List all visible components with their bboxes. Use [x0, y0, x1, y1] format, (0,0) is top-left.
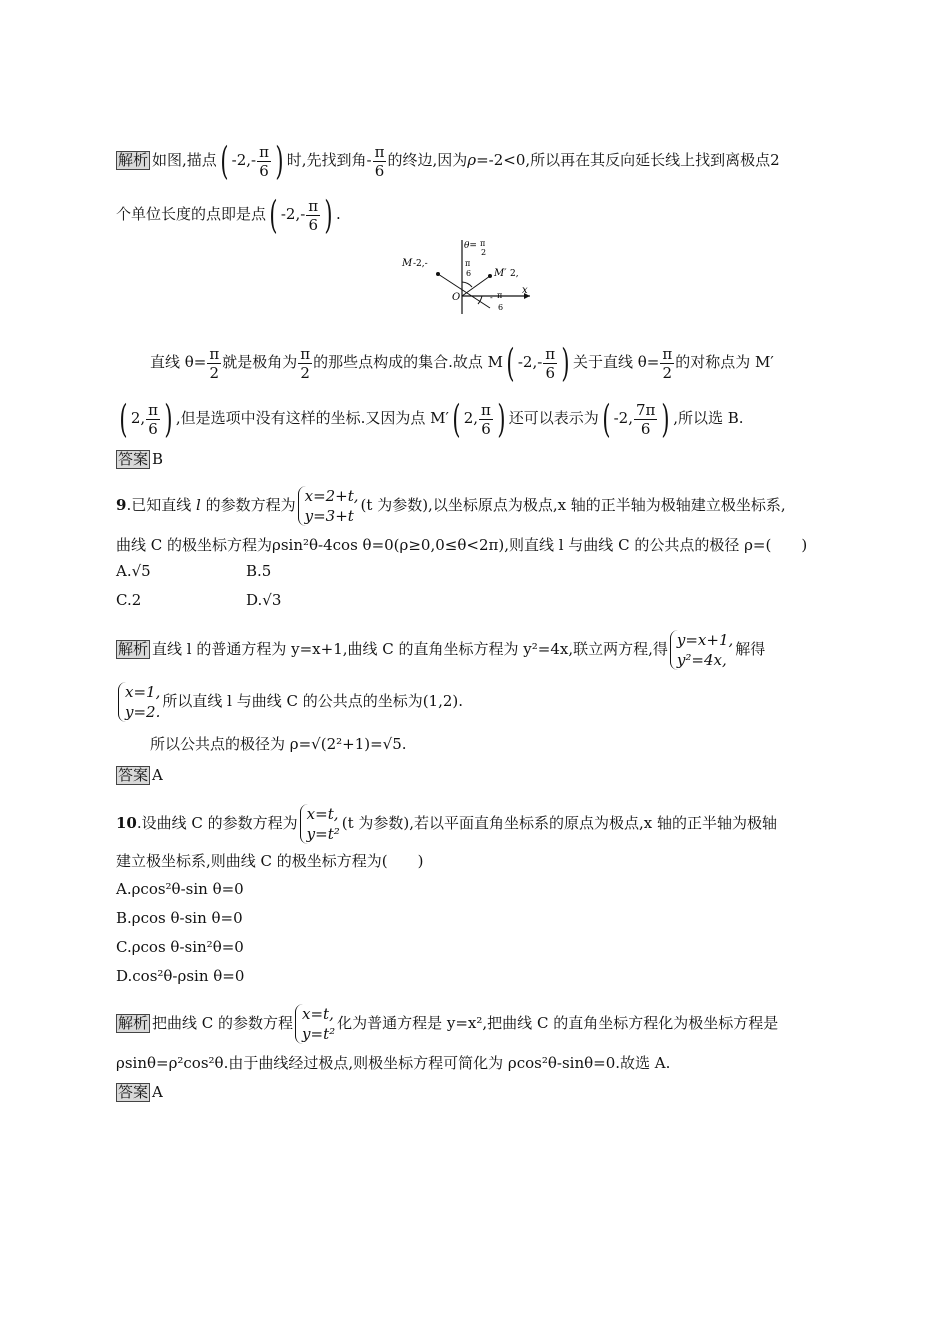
point-M-prime [488, 274, 492, 278]
svg-text:M: M [402, 258, 413, 269]
option-C: C.ρcos θ-sin²θ=0 [116, 938, 244, 956]
analysis-paragraph-1: 解析 如图,描点( -2,- $\frac{\pi}{6}$ ) 时,先找到角- $\frac{\pi}{6}$ 的终边,因为ρ=-2<0,所以再在其反向延长线上找到离极点2 [118, 139, 780, 183]
analysis-9-cont: x=1, y=2. 所以直线 l 与曲线 C 的公共点的坐标为(1,2). [116, 682, 463, 722]
option-D: D.cos²θ-ρsin θ=0 [116, 967, 245, 985]
option-A: A.√5 [116, 562, 151, 580]
question-10: 10.设曲线 C 的参数方程为 x=t, y=t² (t 为参数),若以平面直角坐标系的原点为极点,x 轴的正半轴为极轴 [116, 805, 778, 843]
svg-text:θ=: θ= [464, 241, 477, 251]
option-D: D.√3 [246, 591, 282, 609]
analysis-paragraph-2-cont: ( 2, $\frac{\pi}{6}$ ) ,但是选项中没有这样的坐标.又因为点 M′( 2, $\frac{\pi}{6}$ ) 还可以表示为( -2, $\frac{7\pi}{6}$ ) ,所以选 B. [119, 397, 744, 441]
option-C: C.2 [116, 591, 142, 609]
fraction: $\frac{\pi}{6}$ [374, 142, 385, 180]
svg-text:O: O [452, 292, 461, 303]
svg-text:-: - [490, 293, 493, 302]
svg-text:π: π [465, 259, 471, 268]
svg-text:x: x [522, 285, 528, 296]
equation-system: x=2+t, y=3+t [298, 486, 359, 526]
question-10-cont: 建立极坐标系,则曲线 C 的极坐标方程为( ) [116, 852, 424, 870]
analysis-10-cont: ρsinθ=ρ²cos²θ.由于曲线经过极点,则极坐标方程可简化为 ρcos²θ-sinθ=0.故选 A. [116, 1054, 671, 1072]
q9-options-row1 [116, 561, 271, 581]
option-B: B.5 [246, 562, 272, 580]
svg-text:6: 6 [498, 303, 504, 312]
point-M [436, 272, 440, 276]
svg-text:M′: M′ [494, 268, 507, 279]
question-9: 9.已知直线 l 的参数方程为 x=2+t, y=3+t (t 为参数),以坐标原点为极点,x 轴的正半轴为极轴建立极坐标系, [116, 487, 786, 525]
analysis-10: 解析 把曲线 C 的参数方程 x=t, y=t² 化为普通方程是 y=x²,把曲线 C 的直角坐标方程化为极坐标方程是 [118, 1005, 779, 1043]
analysis-tag: 解析 [118, 151, 149, 169]
fraction: $\frac{\pi}{6}$ [308, 196, 319, 234]
svg-text:π: π [497, 291, 503, 300]
svg-text:2: 2 [481, 248, 487, 257]
option-A: A.ρcos²θ-sin θ=0 [116, 880, 244, 898]
svg-text:2,: 2, [510, 269, 519, 279]
answer-3: 答案 A [118, 1083, 163, 1101]
question-9-cont: 曲线 C 的极坐标方程为ρsin²θ-4cos θ=0(ρ≥0,0≤θ<2π),则直线 l 与曲线 C 的公共点的极径 ρ=( ) [116, 536, 808, 554]
analysis-9: 解析 直线 l 的普通方程为 y=x+1,曲线 C 的直角坐标方程为 y²=4x,联立两方程,得 y=x+1, y²=4x, 解得 [118, 631, 766, 669]
fraction: $\frac{\pi}{6}$ [259, 142, 269, 180]
answer-2: 答案 A [118, 766, 163, 784]
analysis-9-result: 所以公共点的极径为 ρ=√(2²+1)=√5. [150, 735, 407, 753]
polar-figure [398, 238, 558, 322]
polar-diagram [398, 238, 558, 318]
svg-text:6: 6 [466, 269, 472, 278]
option-B: B.ρcos θ-sin θ=0 [116, 909, 243, 927]
answer-1: 答案 B [118, 450, 164, 468]
svg-text:-2,-: -2,- [413, 259, 428, 269]
analysis-paragraph-2: 直线 θ= $\frac{\pi}{2}$ 就是极角为 $\frac{\pi}{2}$ 的那些点构成的集合.故点 M( -2,- $\frac{\pi}{6}$ ) 关于直线 θ= $\frac{\pi}{2}$ 的对称点为 M′ [150, 341, 774, 385]
answer-tag: 答案 [118, 450, 149, 468]
svg-text:π: π [480, 239, 486, 248]
analysis-paragraph-1-cont: 个单位长度的点即是点( -2,- $\frac{\pi}{6}$ ) . [116, 193, 341, 237]
q9-options-row2 [116, 590, 281, 610]
